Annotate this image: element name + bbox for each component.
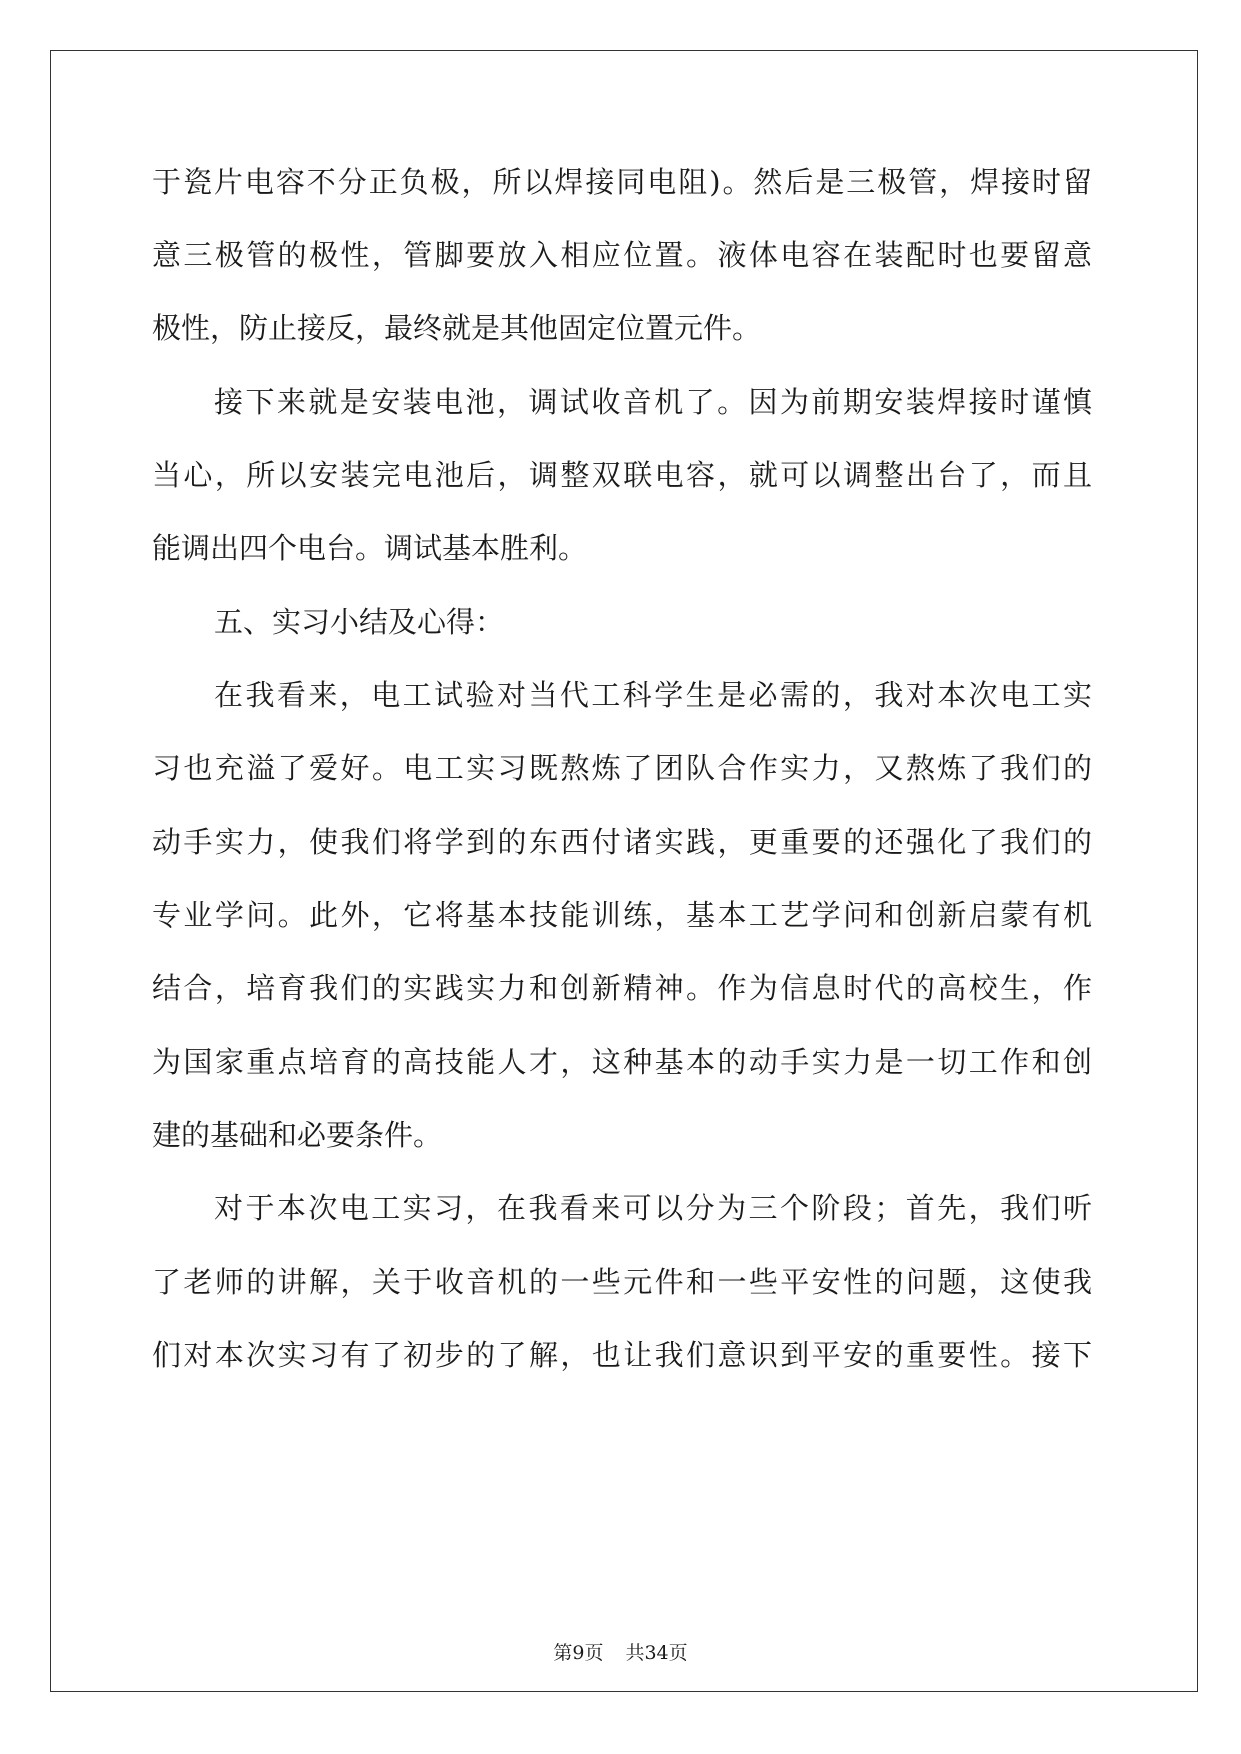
body-line-8: 在我看来，电工试验对当代工科学生是必需的，我对本次电工实 [214,678,1092,712]
body-line-11: 专业学问。此外，它将基本技能训练，基本工艺学问和创新启蒙有机 [152,898,1092,932]
page-total: 共34页 [625,1642,688,1664]
section-heading: 五、实习小结及心得： [214,605,505,639]
body-line-4: 接下来就是安装电池，调试收音机了。因为前期安装焊接时谨慎 [214,385,1092,419]
body-line-15: 对于本次电工实习，在我看来可以分为三个阶段；首先，我们听 [214,1191,1092,1225]
body-line-16: 了老师的讲解，关于收音机的一些元件和一些平安性的问题，这使我 [152,1265,1092,1299]
body-line-6: 能调出四个电台。调试基本胜利。 [152,531,588,565]
body-line-1: 于瓷片电容不分正负极，所以焊接同电阻)。然后是三极管，焊接时留 [152,165,1092,199]
page-footer [0,1640,1241,1666]
body-line-3: 极性，防止接反，最终就是其他固定位置元件。 [152,311,762,345]
body-line-14: 建的基础和必要条件。 [152,1118,443,1152]
body-line-12: 结合，培育我们的实践实力和创新精神。作为信息时代的高校生，作 [152,971,1092,1005]
body-line-2: 意三极管的极性，管脚要放入相应位置。液体电容在装配时也要留意 [152,238,1092,272]
body-line-5: 当心，所以安装完电池后，调整双联电容，就可以调整出台了，而且 [152,458,1092,492]
body-line-9: 习也充溢了爱好。电工实习既熬炼了团队合作实力，又熬炼了我们的 [152,751,1092,785]
page-number: 第9页 [553,1642,604,1664]
body-line-10: 动手实力，使我们将学到的东西付诸实践，更重要的还强化了我们的 [152,825,1092,859]
body-line-13: 为国家重点培育的高技能人才，这种基本的动手实力是一切工作和创 [152,1045,1092,1079]
page-border [50,50,1198,1692]
body-line-17: 们对本次实习有了初步的了解，也让我们意识到平安的重要性。接下 [152,1338,1092,1372]
